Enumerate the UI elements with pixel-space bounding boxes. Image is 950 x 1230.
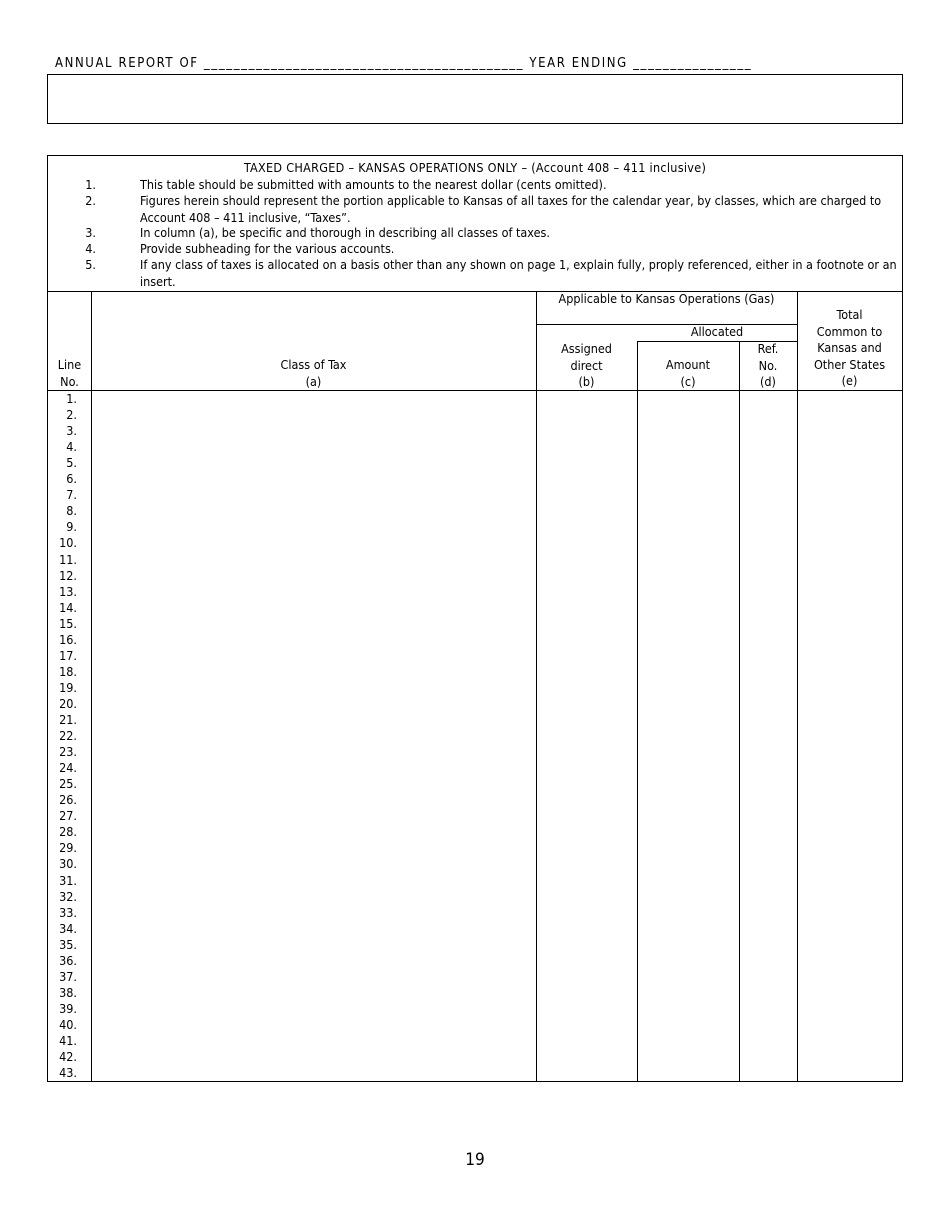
instruction-text: If any class of taxes is allocated on a basis other than any shown on page 1, explain fully, proply referenced, either in a footnote or an insert.: [140, 257, 897, 289]
line-number: 36.: [59, 952, 77, 968]
table-title: TAXED CHARGED – KANSAS OPERATIONS ONLY – (Account 408 – 411 inclusive): [243, 160, 707, 175]
line-number: 14.: [59, 599, 77, 615]
line-number: 25.: [59, 776, 77, 792]
instruction-text: Figures herein should represent the portion applicable to Kansas of all taxes for the calendar year, by classes, which are charged to Account 408 – 411 inclusive, “Taxes”.: [140, 193, 882, 225]
instruction-text: This table should be submitted with amounts to the nearest dollar (cents omitted).: [140, 177, 607, 192]
instruction-text: Provide subheading for the various accounts.: [140, 241, 395, 256]
col-ref-header: Ref. No. (d): [757, 341, 779, 389]
line-number: 4.: [66, 439, 77, 455]
line-number: 28.: [59, 824, 77, 840]
line-number: 22.: [59, 728, 77, 744]
line-number: 11.: [59, 551, 77, 567]
line-number: 1.: [66, 391, 77, 406]
line-number: 32.: [59, 888, 77, 904]
line-number: 43.: [59, 1065, 77, 1081]
line-number: 10.: [59, 535, 77, 551]
line-number: 2.: [66, 407, 77, 423]
divider: [797, 291, 798, 1081]
line-number: 35.: [59, 936, 77, 952]
instruction-text: In column (a), be specific and thorough in describing all classes of taxes.: [140, 225, 550, 240]
line-number: 24.: [59, 760, 77, 776]
instruction-number: 4.: [85, 241, 96, 256]
line-number: 41.: [59, 1033, 77, 1048]
line-number: 21.: [59, 712, 77, 727]
line-number: 26.: [59, 792, 77, 808]
taxes-table: [47, 155, 903, 1082]
line-number: 34.: [59, 920, 77, 936]
col-allocated-header: Allocated: [690, 324, 744, 339]
line-number: 16.: [59, 631, 77, 647]
col-group-header: Applicable to Kansas Operations (Gas): [558, 291, 775, 306]
instruction-number: 1.: [85, 177, 96, 192]
line-number: 42.: [59, 1049, 77, 1065]
annual-report-header: ANNUAL REPORT OF ___________________________________________ YEAR ENDING ________________: [55, 56, 753, 71]
line-number: 33.: [59, 904, 77, 920]
line-number: 18.: [59, 663, 77, 679]
line-number: 6.: [66, 471, 77, 487]
line-number: 27.: [59, 808, 77, 824]
line-number: 5.: [66, 455, 77, 471]
line-number: 17.: [59, 647, 77, 663]
line-number: 13.: [59, 583, 77, 599]
col-assigned-header: Assigned direct (b): [561, 341, 612, 389]
line-number: 15.: [59, 615, 77, 631]
line-number: 31.: [59, 872, 77, 888]
instruction-number: 5.: [85, 257, 96, 272]
divider: [91, 291, 92, 1081]
divider: [536, 291, 537, 1081]
col-line-header: Line No.: [57, 357, 82, 389]
line-number: 20.: [59, 695, 77, 711]
col-total-header: Total Common to Kansas and Other States (e): [813, 307, 886, 388]
page-number: 19: [465, 1150, 485, 1170]
line-number: 30.: [59, 856, 77, 872]
company-name-field[interactable]: [47, 74, 903, 124]
line-number: 3.: [66, 423, 77, 439]
line-number: 19.: [59, 679, 77, 695]
instruction-number: 3.: [85, 225, 96, 240]
line-number: 8.: [66, 503, 77, 519]
line-number: 23.: [59, 744, 77, 760]
col-class-header: Class of Tax (a): [280, 357, 347, 389]
line-number: 29.: [59, 840, 77, 856]
line-number: 9.: [66, 519, 77, 535]
line-number: 40.: [59, 1016, 77, 1032]
line-number: 38.: [59, 984, 77, 1000]
divider: [637, 341, 638, 1081]
line-number: 39.: [59, 1000, 77, 1016]
divider: [739, 341, 740, 1081]
instruction-number: 2.: [85, 193, 96, 208]
line-number: 7.: [66, 487, 77, 503]
col-amount-header: Amount (c): [665, 357, 711, 389]
line-number: 37.: [59, 968, 77, 984]
line-number: 12.: [59, 567, 77, 583]
